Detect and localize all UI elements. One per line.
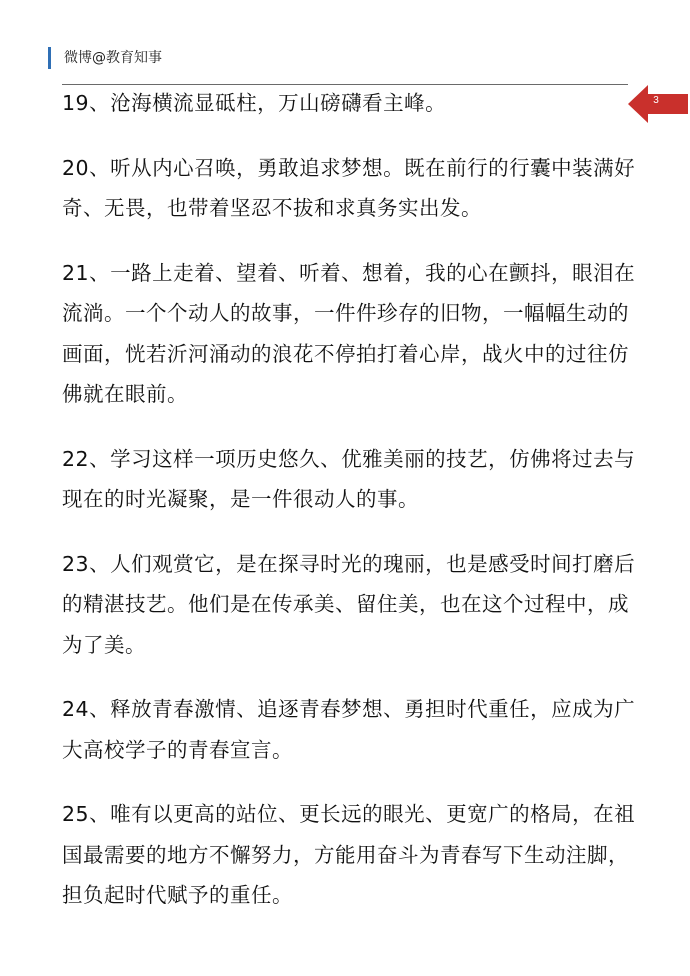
header-accent-bar xyxy=(48,47,51,69)
page-header xyxy=(0,0,690,90)
page-number: 3 xyxy=(653,95,659,106)
list-item: 21、一路上走着、望着、听着、想着，我的心在颤抖，眼泪在流淌。一个个动人的故事，一件件珍存的旧物，一幅幅生动的画面，恍若沂河涌动的浪花不停拍打着心岸，战火中的过往仿佛就在眼前。 xyxy=(62,260,636,406)
list-item: 20、听从内心召唤，勇敢追求梦想。既在前行的行囊中装满好奇、无畏，也带着坚忍不拔和求真务实出发。 xyxy=(62,155,636,220)
list-item: 23、人们观赏它，是在探寻时光的瑰丽，也是感受时间打磨后的精湛技艺。他们是在传承美、留住美，也在这个过程中，成为了美。 xyxy=(62,551,636,657)
list-item: 24、释放青春激情、追逐青春梦想、勇担时代重任，应成为广大高校学子的青春宣言。 xyxy=(62,697,636,762)
list-item: 25、唯有以更高的站位、更长远的眼光、更宽广的格局，在祖国最需要的地方不懈努力，方能用奋斗为青春写下生动注脚，担负起时代赋予的重任。 xyxy=(62,802,636,907)
list-item: 19、沧海横流显砥柱，万山磅礴看主峰。 xyxy=(62,91,447,115)
document-body xyxy=(62,83,642,940)
header-source-label: 微博@教育知事 xyxy=(64,50,162,66)
list-item: 22、学习这样一项历史悠久、优雅美丽的技艺，仿佛将过去与现在的时光凝聚，是一件很动人的事。 xyxy=(62,446,636,511)
